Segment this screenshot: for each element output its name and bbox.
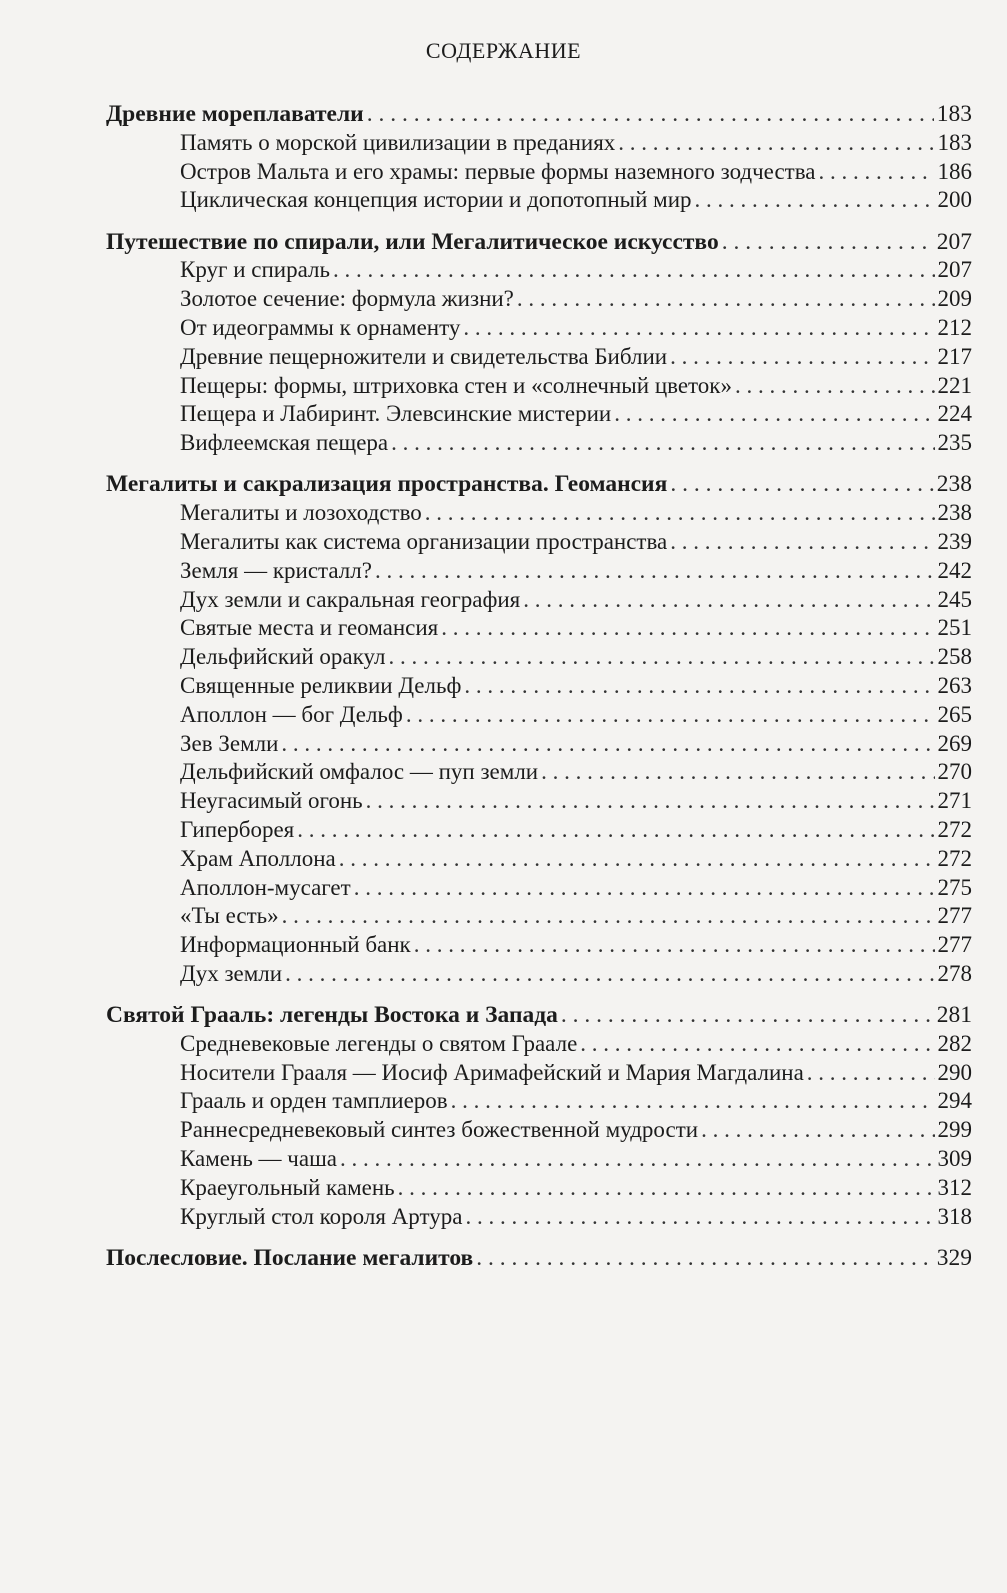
dot-leader bbox=[414, 931, 935, 960]
section-title: Мегалиты и сакрализация пространства. Геомансия bbox=[106, 471, 668, 498]
toc-entry-row[interactable] bbox=[106, 372, 972, 401]
toc-entry-row[interactable] bbox=[106, 614, 972, 643]
toc-entry-row[interactable] bbox=[106, 701, 972, 730]
dot-leader bbox=[406, 701, 935, 730]
dot-leader bbox=[333, 256, 935, 285]
page-number: 269 bbox=[937, 730, 972, 756]
dot-leader bbox=[561, 1001, 934, 1030]
dot-leader bbox=[722, 228, 934, 257]
entry-title: Пещера и Лабиринт. Элевсинские мистерии bbox=[180, 401, 612, 427]
dot-leader bbox=[614, 400, 934, 429]
page-number: 282 bbox=[937, 1030, 972, 1056]
toc-entry-row[interactable] bbox=[106, 902, 972, 931]
entry-title: Циклическая концепция истории и допотопный мир bbox=[180, 187, 692, 213]
toc-entry-row[interactable] bbox=[106, 256, 972, 285]
entry-title: Мегалиты как система организации пространства bbox=[180, 528, 668, 554]
toc-entry-row[interactable] bbox=[106, 528, 972, 557]
toc-entry-row[interactable] bbox=[106, 186, 972, 215]
dot-leader bbox=[670, 343, 934, 372]
page-number: 186 bbox=[937, 158, 972, 184]
section-gap bbox=[106, 215, 972, 227]
toc-entry-row[interactable] bbox=[106, 960, 972, 989]
dot-leader bbox=[281, 730, 934, 759]
entry-title: Дельфийский оракул bbox=[180, 644, 386, 670]
toc-entry-row[interactable] bbox=[106, 1059, 972, 1088]
page-number: 329 bbox=[936, 1244, 972, 1271]
dot-leader bbox=[517, 285, 935, 314]
page-number: 200 bbox=[937, 187, 972, 213]
toc-entry-row[interactable] bbox=[106, 758, 972, 787]
toc-entry-row[interactable] bbox=[106, 1174, 972, 1203]
page-number: 183 bbox=[936, 101, 972, 127]
dot-leader bbox=[282, 902, 935, 931]
entry-title: Храм Аполлона bbox=[180, 845, 336, 871]
toc-section-row[interactable] bbox=[106, 1244, 972, 1273]
page-number: 294 bbox=[937, 1088, 972, 1114]
entry-title: Святые места и геомансия bbox=[180, 615, 439, 641]
entry-title: Древние пещерножители и свидетельства Библии bbox=[180, 343, 668, 369]
section-title: Древние мореплаватели bbox=[106, 101, 364, 127]
entry-title: От идеограммы к орнаменту bbox=[180, 314, 461, 340]
entry-title: Аполлон — бог Дельф bbox=[180, 701, 403, 727]
page-number: 207 bbox=[936, 228, 972, 255]
toc-entry-row[interactable] bbox=[106, 1145, 972, 1174]
toc-section-row[interactable] bbox=[106, 470, 972, 499]
toc-entry-row[interactable] bbox=[106, 816, 972, 845]
page-number: 235 bbox=[937, 430, 972, 456]
toc-entry-row[interactable] bbox=[106, 1030, 972, 1059]
entry-title: Грааль и орден тамплиеров bbox=[180, 1088, 448, 1114]
dot-leader bbox=[580, 1030, 934, 1059]
page-number: 217 bbox=[937, 343, 972, 369]
toc-entry-row[interactable] bbox=[106, 314, 972, 343]
entry-title: Память о морской цивилизации в преданиях bbox=[180, 129, 616, 155]
table-of-contents bbox=[106, 100, 972, 1273]
page-number: 275 bbox=[937, 874, 972, 900]
toc-entry-row[interactable] bbox=[106, 845, 972, 874]
entry-title: Круглый стол короля Артура bbox=[180, 1203, 463, 1229]
toc-entry-row[interactable] bbox=[106, 1203, 972, 1232]
dot-leader bbox=[670, 470, 933, 499]
page-number: 258 bbox=[937, 644, 972, 670]
dot-leader bbox=[451, 1087, 935, 1116]
page-number: 318 bbox=[937, 1203, 972, 1229]
dot-leader bbox=[618, 129, 934, 158]
page-number: 265 bbox=[937, 701, 972, 727]
page-number: 242 bbox=[937, 557, 972, 583]
entry-title: Пещеры: формы, штриховка стен и «солнечный цветок» bbox=[180, 372, 732, 398]
dot-leader bbox=[819, 158, 935, 187]
page-number: 212 bbox=[937, 314, 972, 340]
section-gap bbox=[106, 1231, 972, 1243]
dot-leader bbox=[297, 816, 934, 845]
page-number: 238 bbox=[937, 500, 972, 526]
page-number: 224 bbox=[937, 401, 972, 427]
entry-title: Дух земли bbox=[180, 960, 283, 986]
dot-leader bbox=[541, 758, 934, 787]
entry-title: Краеугольный камень bbox=[180, 1174, 395, 1200]
toc-entry-row[interactable] bbox=[106, 400, 972, 429]
page-number: 272 bbox=[937, 845, 972, 871]
page-number: 251 bbox=[937, 615, 972, 641]
toc-entry-row[interactable] bbox=[106, 285, 972, 314]
entry-title: Носители Грааля — Иосиф Аримафейский и Мария Магдалина bbox=[180, 1059, 804, 1085]
dot-leader bbox=[425, 499, 935, 528]
dot-leader bbox=[463, 314, 934, 343]
page-number: 299 bbox=[937, 1117, 972, 1143]
entry-title: Остров Мальта и его храмы: первые формы наземного зодчества bbox=[180, 158, 816, 184]
page-number: 183 bbox=[937, 129, 972, 155]
page-number: 277 bbox=[937, 903, 972, 929]
entry-title: Земля — кристалл? bbox=[180, 557, 372, 583]
toc-section-row[interactable] bbox=[106, 1001, 972, 1030]
entry-title: Дух земли и сакральная география bbox=[180, 586, 521, 612]
dot-leader bbox=[398, 1174, 935, 1203]
entry-title: Средневековые легенды о святом Граале bbox=[180, 1030, 578, 1056]
dot-leader bbox=[367, 100, 934, 129]
entry-title: Камень — чаша bbox=[180, 1146, 338, 1172]
page-number: 207 bbox=[937, 257, 972, 283]
section-gap bbox=[106, 989, 972, 1001]
dot-leader bbox=[465, 1203, 934, 1232]
dot-leader bbox=[701, 1116, 934, 1145]
dot-leader bbox=[441, 614, 934, 643]
entry-title: Аполлон-мусагет bbox=[180, 874, 351, 900]
entry-title: Раннесредневековый синтез божественной мудрости bbox=[180, 1117, 699, 1143]
entry-title: Информационный банк bbox=[180, 932, 411, 958]
section-gap bbox=[106, 458, 972, 470]
page-number: 278 bbox=[937, 960, 972, 986]
entry-title: Дельфийский омфалос — пуп земли bbox=[180, 759, 539, 785]
page-number: 309 bbox=[937, 1146, 972, 1172]
page-number: 312 bbox=[937, 1174, 972, 1200]
toc-entry-row[interactable] bbox=[106, 931, 972, 960]
page-number: 221 bbox=[937, 372, 972, 398]
toc-entry-row[interactable] bbox=[106, 787, 972, 816]
dot-leader bbox=[464, 672, 934, 701]
toc-entry-row[interactable] bbox=[106, 1116, 972, 1145]
dot-leader bbox=[388, 643, 934, 672]
dot-leader bbox=[695, 186, 935, 215]
section-title: Святой Грааль: легенды Востока и Запада bbox=[106, 1002, 558, 1029]
dot-leader bbox=[670, 528, 934, 557]
entry-title: Мегалиты и лозоходство bbox=[180, 500, 422, 526]
dot-leader bbox=[285, 960, 934, 989]
entry-title: Неугасимый огонь bbox=[180, 788, 363, 814]
page-number: 270 bbox=[937, 759, 972, 785]
toc-entry-row[interactable] bbox=[106, 874, 972, 903]
page-number: 272 bbox=[937, 816, 972, 842]
toc-entry-row[interactable] bbox=[106, 643, 972, 672]
page-number: 281 bbox=[936, 1002, 972, 1029]
page-number: 271 bbox=[937, 788, 972, 814]
toc-entry-row[interactable] bbox=[106, 586, 972, 615]
entry-title: «Ты есть» bbox=[180, 903, 279, 929]
page-number: 277 bbox=[937, 932, 972, 958]
dot-leader bbox=[339, 845, 935, 874]
dot-leader bbox=[354, 874, 935, 903]
page-number: 290 bbox=[937, 1059, 972, 1085]
toc-entry-row[interactable] bbox=[106, 129, 972, 158]
entry-title: Гиперборея bbox=[180, 816, 295, 842]
dot-leader bbox=[523, 586, 934, 615]
entry-title: Зев Земли bbox=[180, 730, 279, 756]
dot-leader bbox=[375, 557, 935, 586]
dot-leader bbox=[391, 429, 934, 458]
dot-leader bbox=[340, 1145, 934, 1174]
entry-title: Вифлеемская пещера bbox=[180, 430, 389, 456]
toc-section-row[interactable] bbox=[106, 100, 972, 129]
entry-title: Священные реликвии Дельф bbox=[180, 672, 462, 698]
toc-entry-row[interactable] bbox=[106, 343, 972, 372]
dot-leader bbox=[476, 1244, 934, 1273]
toc-entry-row[interactable] bbox=[106, 557, 972, 586]
page-number: 245 bbox=[937, 586, 972, 612]
page-header: СОДЕРЖАНИЕ bbox=[425, 38, 582, 63]
page-number: 238 bbox=[936, 471, 972, 498]
toc-entry-row[interactable] bbox=[106, 1087, 972, 1116]
page-number: 239 bbox=[937, 528, 972, 554]
toc-entry-row[interactable] bbox=[106, 429, 972, 458]
page-number: 263 bbox=[937, 672, 972, 698]
toc-entry-row[interactable] bbox=[106, 499, 972, 528]
dot-leader bbox=[735, 372, 935, 401]
toc-section-row[interactable] bbox=[106, 228, 972, 257]
toc-entry-row[interactable] bbox=[106, 158, 972, 187]
section-title: Послесловие. Послание мегалитов bbox=[106, 1244, 474, 1271]
entry-title: Круг и спираль bbox=[180, 257, 330, 283]
toc-entry-row[interactable] bbox=[106, 730, 972, 759]
dot-leader bbox=[807, 1059, 935, 1088]
dot-leader bbox=[366, 787, 935, 816]
entry-title: Золотое сечение: формула жизни? bbox=[180, 286, 514, 312]
section-title: Путешествие по спирали, или Мегалитическое искусство bbox=[106, 228, 719, 255]
toc-entry-row[interactable] bbox=[106, 672, 972, 701]
page-number: 209 bbox=[937, 286, 972, 312]
